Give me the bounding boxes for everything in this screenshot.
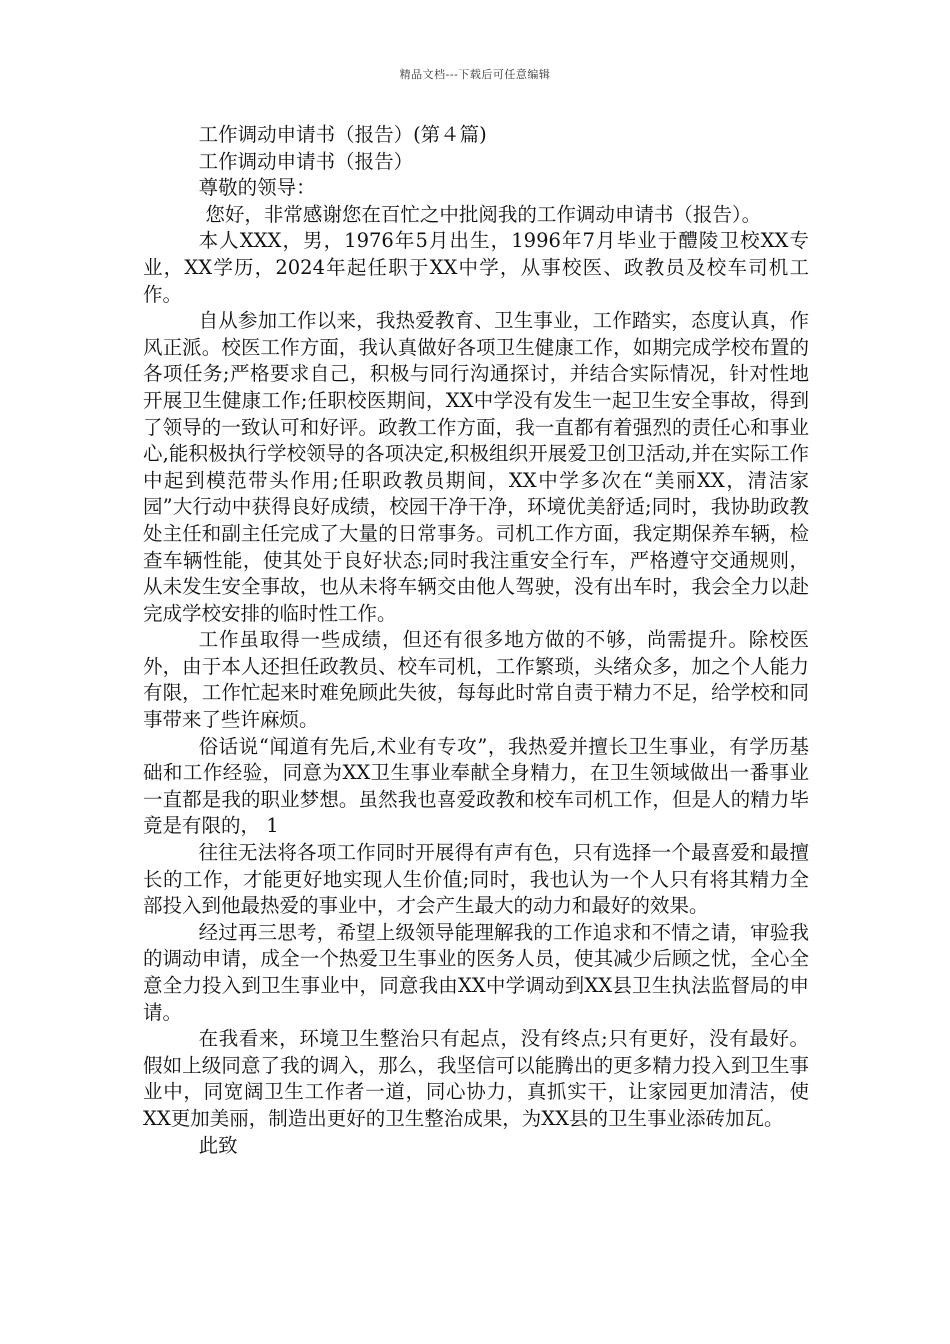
closing: 此致 [198, 1133, 238, 1157]
paragraph-greeting: 您好，非常感谢您在百忙之中批阅我的工作调动申请书（报告）。 [205, 202, 762, 226]
paragraph-motivation: 俗话说“闻道有先后,术业有专攻”，我热爱并擅长卫生事业，有学历基础和工作经验，同意为XX卫生事业奉献全身精力，在卫生领域做出一番事业一直都是我的职业梦想。虽然我也喜爱政教和校车司机工作，但是人的精力毕竟是有限的， 1 [143, 734, 809, 838]
salutation: 尊敬的领导： [198, 176, 316, 200]
paragraph-request: 经过再三思考，希望上级领导能理解我的工作追求和不情之请，审验我的调动申请，成全一个热爱卫生事业的医务人员，使其减少后顾之忧，全心全意全力投入到卫生事业中，同意我由XX中学调动到XX县卫生执法监督局的申请。 [143, 920, 809, 1024]
page-header-note: 精品文档---下载后可任意编辑 [399, 68, 551, 81]
paragraph-commitment: 在我看来，环境卫生整治只有起点，没有终点;只有更好，没有最好。假如上级同意了我的调入，那么，我坚信可以能腾出的更多精力投入到卫生事业中，同宽阔卫生工作者一道，同心协力，真抓实干，让家园更加清洁，使XX更加美丽，制造出更好的卫生整治成果，为XX县的卫生事业添砖加瓦。 [143, 1027, 809, 1130]
paragraph-shortcomings: 工作虽取得一些成绩，但还有很多地方做的不够，尚需提升。除校医外，由于本人还担任政教员、校车司机，工作繁琐，头绪众多，加之个人能力有限，工作忙起来时难免顾此失彼，每每此时常自责于精力不足，给学校和同事带来了些许麻烦。 [143, 628, 809, 732]
document-subtitle: 工作调动申请书（报告） [198, 149, 414, 173]
paragraph-choice: 往往无法将各项工作同时开展得有声有色，只有选择一个最喜爱和最擅长的工作，才能更好地实现人生价值;同时，我也认为一个人只有将其精力全部投入到他最热爱的事业中，才会产生最大的动力和最好的效果。 [143, 841, 809, 918]
paragraph-personal-info: 本人XXX，男，1976年5月出生，1996年7月毕业于醴陵卫校XX专业，XX学历，2024年起任职于XX中学，从事校医、政教员及校车司机工作。 [143, 229, 809, 306]
document-title: 工作调动申请书（报告）(第４篇) [198, 123, 487, 146]
paragraph-work-history: 自从参加工作以来，我热爱教育、卫生事业，工作踏实，态度认真，作风正派。校医工作方面，我认真做好各项卫生健康工作，如期完成学校布置的各项任务;严格要求自己，积极与同行沟通探讨，并结合实际情况，针对性地开展卫生健康工作;任职校医期间，XX中学没有发生一起卫生安全事故，得到了领导的一致认可和好评。政教工作方面，我一直都有着强烈的责任心和事业心,能积极执行学校领导的各项决定,积极组织开展爱卫创卫活动,并在实际工作中起到模范带头作用;任职政教员期间，XX中学多次在“美丽XX，清洁家园”大行动中获得良好成绩，校园干净干净，环境优美舒适;同时，我协助政教处主任和副主任完成了大量的日常事务。司机工作方面，我定期保养车辆，检查车辆性能，使其处于良好状态;同时我注重安全行车，严格遵守交通规则，从未发生安全事故，也从未将车辆交由他人驾驶，没有出车时，我会全力以赴完成学校安排的临时性工作。 [143, 309, 809, 625]
document-body [143, 122, 809, 1159]
